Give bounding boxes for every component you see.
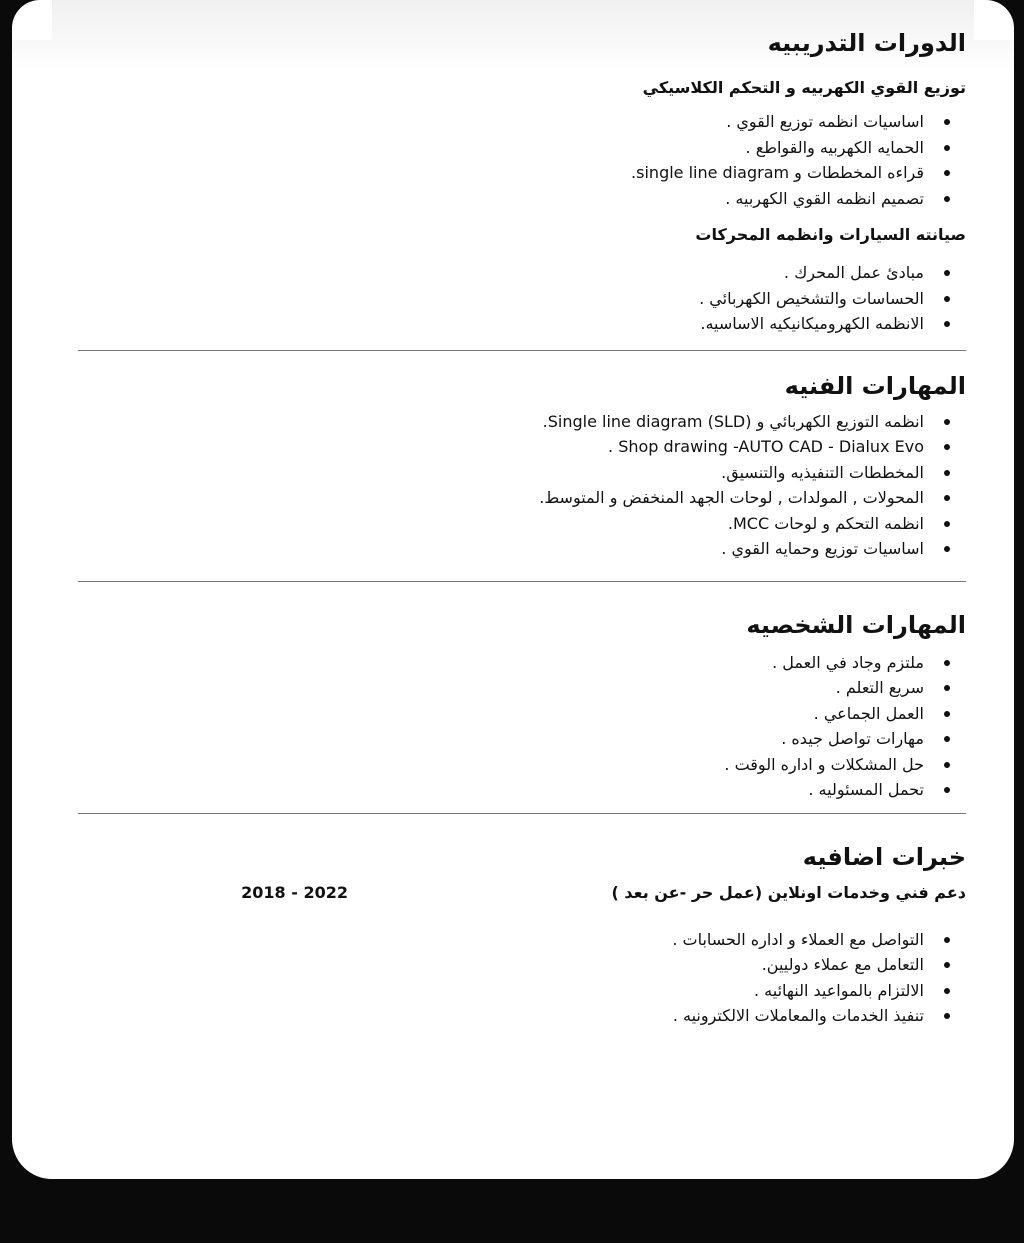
list-item-text: قراءه المخططات و single line diagram. [631, 163, 924, 182]
list-item [78, 311, 924, 337]
list-item-text: اساسيات انظمه توزيع القوي . [726, 112, 924, 131]
screen-corner-bottom-right [974, 1139, 1014, 1179]
bullet-icon [944, 1013, 950, 1019]
course-group-title: صيانته السيارات وانظمه المحركات [695, 225, 966, 244]
list-item [78, 511, 924, 537]
list-item [78, 777, 924, 803]
bullet-icon [944, 444, 950, 450]
list-item [78, 409, 924, 435]
bullet-icon [944, 762, 950, 768]
bullet-icon [944, 787, 950, 793]
screen-edge-left [0, 0, 12, 1243]
section-divider [78, 581, 966, 582]
list-item [78, 260, 924, 286]
course-group-title: توزيع القوي الكهربيه و التحكم الكلاسيكي [642, 78, 966, 97]
list-item-text: تصميم انظمه القوي الكهربيه . [725, 188, 924, 208]
list-item-text: المخططات التنفيذيه والتنسيق. [721, 462, 924, 482]
list-item [78, 135, 924, 161]
list-item-text: العمل الجماعي . [813, 703, 924, 723]
bullet-icon [944, 521, 950, 527]
bullet-icon [944, 419, 950, 425]
list-item-text: الحساسات والتشخيص الكهربائي . [699, 288, 924, 308]
list-item [78, 434, 924, 460]
list-item-text: . Shop drawing -AUTO CAD - Dialux Evo [608, 437, 924, 456]
bullet-icon [944, 270, 950, 276]
personal-skills-section [78, 604, 966, 803]
bullet-icon [944, 119, 950, 125]
list-item-text: سريع التعلم . [835, 678, 924, 697]
bullet-icon [944, 470, 950, 476]
extra-experience-section [78, 836, 966, 1029]
list-item [78, 109, 924, 135]
list-item-text: انظمه التوزيع الكهربائي و Single line diagram (SLD). [542, 411, 924, 431]
list-item [78, 460, 924, 486]
course-group-list [78, 260, 966, 337]
bullet-icon [944, 196, 950, 202]
experience-job-title: دعم فني وخدمات اونلاين (عمل حر -عن بعد ) [611, 882, 966, 902]
personal-skills-list [78, 650, 966, 803]
list-item [78, 1003, 924, 1029]
extra-experience-list [78, 927, 966, 1029]
list-item-text: انظمه التحكم و لوحات MCC. [727, 513, 924, 533]
extra-experience-title: خبرات اضافيه [802, 842, 966, 871]
list-item [78, 927, 924, 953]
bullet-icon [944, 660, 950, 666]
list-item [78, 675, 924, 701]
list-item-text: مهارات تواصل جيده . [781, 729, 924, 748]
screen-corner-bottom-left [12, 1139, 52, 1179]
list-item [78, 286, 924, 312]
list-item [78, 650, 924, 676]
list-item-text: الالتزام بالمواعيد النهائيه . [754, 980, 924, 1000]
personal-skills-title: المهارات الشخصيه [746, 610, 966, 639]
list-item [78, 978, 924, 1004]
list-item [78, 701, 924, 727]
resume-page [78, 22, 966, 1029]
bullet-icon [944, 962, 950, 968]
screen-edge-right [1014, 0, 1024, 1243]
list-item-text: تحمل المسئوليه . [808, 780, 924, 799]
list-item [78, 536, 924, 562]
bullet-icon [944, 988, 950, 994]
list-item [78, 186, 924, 212]
bullet-icon [944, 546, 950, 552]
list-item [78, 752, 924, 778]
list-item-text: المحولات , المولدات , لوحات الجهد المنخفض و المتوسط. [539, 488, 924, 507]
course-group-list [78, 109, 966, 211]
list-item-text: اساسيات توزيع وحمايه القوي . [721, 539, 924, 558]
courses-title: الدورات التدريبيه [767, 29, 966, 57]
bullet-icon [944, 736, 950, 742]
courses-section [78, 22, 966, 337]
course-group [78, 220, 966, 337]
bullet-icon [944, 495, 950, 501]
bullet-icon [944, 937, 950, 943]
bullet-icon [944, 145, 950, 151]
section-divider [78, 813, 966, 814]
list-item-text: ملتزم وجاد في العمل . [772, 652, 924, 672]
bullet-icon [944, 321, 950, 327]
technical-skills-section [78, 365, 966, 562]
section-divider [78, 350, 966, 351]
bullet-icon [944, 711, 950, 717]
list-item-text: حل المشكلات و اداره الوقت . [724, 754, 924, 774]
list-item-text: الحمايه الكهربيه والقواطع . [745, 137, 924, 157]
list-item-text: تنفيذ الخدمات والمعاملات الالكترونيه . [672, 1006, 924, 1025]
list-item-text: الانظمه الكهروميكانيكيه الاساسيه. [700, 314, 924, 333]
list-item-text: التواصل مع العملاء و اداره الحسابات . [672, 929, 924, 949]
list-item-text: التعامل مع عملاء دوليين. [761, 955, 924, 974]
list-item [78, 485, 924, 511]
list-item-text: مبادئ عمل المحرك . [783, 263, 924, 282]
bullet-icon [944, 296, 950, 302]
bullet-icon [944, 170, 950, 176]
screen-edge-bottom [0, 1179, 1024, 1243]
list-item [78, 160, 924, 186]
list-item [78, 726, 924, 752]
bullet-icon [944, 685, 950, 691]
experience-years: 2018 - 2022 [241, 882, 348, 902]
course-group [78, 73, 966, 211]
experience-header [78, 878, 966, 908]
technical-skills-list [78, 409, 966, 562]
list-item [78, 952, 924, 978]
technical-skills-title: المهارات الفنيه [784, 371, 966, 400]
